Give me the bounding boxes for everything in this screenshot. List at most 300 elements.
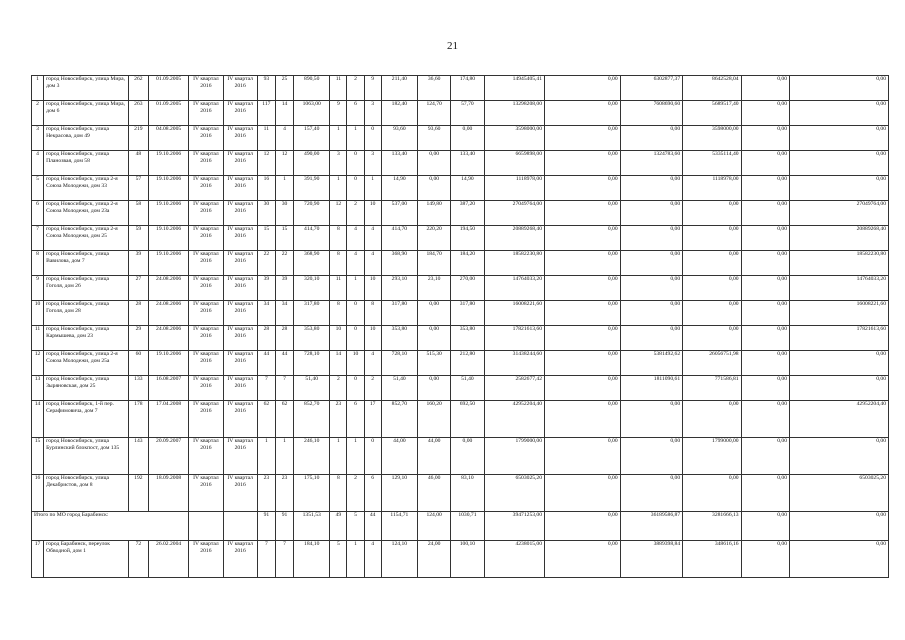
total-rooms-a: 5 [347,512,364,541]
cell-doc-no: 28 [128,301,148,326]
cell-area-b: 270,00 [451,276,484,301]
cell-c1: 0,00 [545,326,621,351]
cell-area: 852,70 [294,401,330,438]
cell-area-b: 133,40 [451,151,484,176]
cell-c4: 0,00 [741,376,789,401]
cell-fact: IV квартал 2016 [223,475,257,512]
cell-c3: 8642528,04 [683,76,741,101]
cell-residents-fact: 44 [275,351,293,376]
total-area-b: 1030,71 [451,512,484,541]
cell-area: 1063,00 [294,101,330,126]
page-number: 21 [447,40,458,52]
cell-residents-plan: 62 [257,401,275,438]
cell-residents-plan: 1 [257,438,275,475]
total-area-total: 1154,71 [381,512,417,541]
cell-area-b: 184,20 [451,251,484,276]
cell-area-b: 0,00 [451,126,484,151]
cell-c4: 0,00 [741,176,789,201]
cell-date: 19.10.2006 [148,201,188,226]
cell-fact: IV квартал 2016 [223,276,257,301]
cell-residents-plan: 28 [257,326,275,351]
cell-area: 368,90 [294,251,330,276]
cell-c3: 0,00 [683,301,741,326]
cell-area: 320,10 [294,276,330,301]
cell-c3: 0,00 [683,326,741,351]
total-rooms-total: 49 [330,512,347,541]
cell-c1: 0,00 [545,541,621,578]
total-residents-fact: 91 [275,512,293,541]
table-row [32,76,889,101]
cell-date: 24.08.2006 [148,326,188,351]
cell-plan: IV квартал 2016 [189,101,223,126]
cell-rooms-b: 4 [364,351,381,376]
cell-address: город Новосибирск, улица Мира, дом 3 [44,76,129,101]
cell-doc-no: 143 [128,438,148,475]
cell-date: 16.08.2007 [148,376,188,401]
cell-area-total: 293,10 [381,276,417,301]
cell-rooms-a: 2 [347,201,364,226]
cell-c5: 17821613,60 [790,326,889,351]
cell-c5: 0,00 [790,376,889,401]
cell-area: 890,50 [294,76,330,101]
cell-rooms-a: 0 [347,176,364,201]
cell-c2: 3889398,84 [620,541,683,578]
cell-c1: 0,00 [545,226,621,251]
cell-c2: 0,00 [620,401,683,438]
cell-date: 19.10.2006 [148,151,188,176]
table-row [32,176,889,201]
total-empty-cell [223,512,257,541]
cell-c2: 0,00 [620,176,683,201]
cell-c5: 0,00 [790,151,889,176]
table-row [32,541,889,578]
cell-area-b: 57,70 [451,101,484,126]
cell-rooms-b: 4 [364,226,381,251]
cell-residents-plan: 16 [257,176,275,201]
cell-date: 19.10.2006 [148,226,188,251]
cell-c1: 0,00 [545,76,621,101]
cell-c1: 0,00 [545,351,621,376]
cell-area-b: 387,20 [451,201,484,226]
cell-c4: 0,00 [741,276,789,301]
table-row [32,126,889,151]
cell-c5: 0,00 [790,101,889,126]
cell-rooms-a: 4 [347,226,364,251]
cell-rooms-total: 2 [330,376,347,401]
cell-area-total: 728,10 [381,351,417,376]
cell-date: 26.02.2004 [148,541,188,578]
cell-area: 246,10 [294,438,330,475]
cell-fact: IV квартал 2016 [223,438,257,475]
cell-area-total: 414,70 [381,226,417,251]
cell-c1: 0,00 [545,201,621,226]
cell-rooms-a: 2 [347,475,364,512]
cell-area-a: 220,20 [418,226,451,251]
cell-area-b: 0,00 [451,438,484,475]
cell-n: 8 [32,251,44,276]
cell-c3: 3598000,00 [683,126,741,151]
cell-c5: 0,00 [790,176,889,201]
cell-date: 24.08.2006 [148,301,188,326]
cell-rooms-a: 2 [347,76,364,101]
cell-cost: 2582677,42 [484,376,544,401]
cell-area: 391,90 [294,176,330,201]
cell-residents-plan: 7 [257,541,275,578]
cell-residents-fact: 30 [275,201,293,226]
cell-c1: 0,00 [545,251,621,276]
cell-area-total: 852,70 [381,401,417,438]
cell-rooms-b: 3 [364,151,381,176]
cell-doc-no: 29 [128,326,148,351]
total-c5: 0,00 [790,512,889,541]
table-row [32,101,889,126]
cell-c4: 0,00 [741,226,789,251]
cell-rooms-b: 9 [364,76,381,101]
cell-doc-no: 60 [128,351,148,376]
cell-c2: 0,00 [620,276,683,301]
cell-area-a: 0,00 [418,151,451,176]
cell-n: 4 [32,151,44,176]
total-c2: 36189586,87 [620,512,683,541]
cell-rooms-a: 0 [347,376,364,401]
cell-rooms-b: 4 [364,541,381,578]
cell-residents-fact: 7 [275,376,293,401]
cell-c2: 6302877,37 [620,76,683,101]
table-row [32,401,889,438]
cell-area-a: 515,30 [418,351,451,376]
cell-residents-plan: 34 [257,301,275,326]
cell-rooms-a: 6 [347,401,364,438]
cell-plan: IV квартал 2016 [189,251,223,276]
cell-n: 9 [32,276,44,301]
cell-rooms-total: 23 [330,401,347,438]
cell-area-a: 0,00 [418,376,451,401]
cell-rooms-total: 3 [330,151,347,176]
cell-c3: 348616,16 [683,541,741,578]
cell-fact: IV квартал 2016 [223,176,257,201]
cell-plan: IV квартал 2016 [189,541,223,578]
cell-residents-fact: 22 [275,251,293,276]
cell-area: 157,40 [294,126,330,151]
cell-residents-plan: 7 [257,376,275,401]
cell-rooms-a: 0 [347,301,364,326]
total-residents-plan: 91 [257,512,275,541]
cell-rooms-a: 10 [347,351,364,376]
cell-area-a: 93,60 [418,126,451,151]
cell-doc-no: 57 [128,176,148,201]
cell-rooms-total: 8 [330,301,347,326]
cell-doc-no: 58 [128,201,148,226]
cell-c2: 1811090,61 [620,376,683,401]
table-row [32,301,889,326]
cell-c1: 0,00 [545,176,621,201]
cell-doc-no: 39 [128,251,148,276]
cell-cost: 1799000,00 [484,438,544,475]
total-c1: 0,00 [545,512,621,541]
cell-address: город Новосибирск, улица Планозвая, дом 58 [44,151,129,176]
cell-c1: 0,00 [545,151,621,176]
cell-date: 20.09.2007 [148,438,188,475]
cell-rooms-total: 8 [330,475,347,512]
cell-fact: IV квартал 2016 [223,351,257,376]
cell-area: 184,10 [294,541,330,578]
cell-c4: 0,00 [741,475,789,512]
total-c3: 3281666,13 [683,512,741,541]
cell-rooms-a: 1 [347,276,364,301]
cell-cost: 13298208,00 [484,101,544,126]
cell-c4: 0,00 [741,76,789,101]
cell-cost: 1118978,00 [484,176,544,201]
cell-date: 19.10.2006 [148,351,188,376]
cell-area: 175,10 [294,475,330,512]
cell-c4: 0,00 [741,541,789,578]
table-row [32,276,889,301]
cell-rooms-total: 14 [330,351,347,376]
cell-c5: 18582230,80 [790,251,889,276]
cell-c3: 0,00 [683,475,741,512]
cell-address: город Барабинск, переулок Обводной, дом 1 [44,541,129,578]
cell-plan: IV квартал 2016 [189,301,223,326]
cell-c1: 0,00 [545,101,621,126]
cell-n: 6 [32,201,44,226]
total-cost: 39471253,00 [484,512,544,541]
cell-area-total: 368,90 [381,251,417,276]
cell-rooms-a: 0 [347,326,364,351]
cell-address: город Новосибирск, улица Вавилова, дом 7 [44,251,129,276]
cell-c3: 771586,81 [683,376,741,401]
cell-rooms-total: 1 [330,438,347,475]
cell-residents-fact: 4 [275,126,293,151]
cell-date: 17.04.2008 [148,401,188,438]
cell-n: 16 [32,475,44,512]
cell-n: 1 [32,76,44,101]
cell-area-a: 36,60 [418,76,451,101]
cell-area: 728,10 [294,351,330,376]
cell-fact: IV квартал 2016 [223,376,257,401]
cell-residents-fact: 1 [275,438,293,475]
cell-c2: 0,00 [620,251,683,276]
cell-cost: 17821613,60 [484,326,544,351]
cell-address: город Новосибирск, улица Некрасова, дом 49 [44,126,129,151]
cell-c1: 0,00 [545,301,621,326]
total-area: 1351,53 [294,512,330,541]
cell-rooms-total: 10 [330,326,347,351]
cell-plan: IV квартал 2016 [189,201,223,226]
cell-c2: 0,00 [620,226,683,251]
cell-area-total: 133,40 [381,151,417,176]
cell-residents-plan: 23 [257,475,275,512]
cell-c5: 0,00 [790,541,889,578]
cell-residents-fact: 14 [275,101,293,126]
table-row [32,151,889,176]
cell-area-a: 149,80 [418,201,451,226]
cell-fact: IV квартал 2016 [223,151,257,176]
cell-doc-no: 262 [128,76,148,101]
cell-rooms-a: 1 [347,126,364,151]
cell-address: город Новосибирск, улица Гоголя, дом 28 [44,301,129,326]
cell-residents-fact: 62 [275,401,293,438]
total-row [32,512,889,541]
cell-residents-fact: 25 [275,76,293,101]
cell-cost: 4238015,00 [484,541,544,578]
table-row [32,251,889,276]
cell-fact: IV квартал 2016 [223,251,257,276]
cell-residents-fact: 39 [275,276,293,301]
cell-plan: IV квартал 2016 [189,401,223,438]
cell-n: 12 [32,351,44,376]
cell-c1: 0,00 [545,126,621,151]
cell-address: город Новосибирск, улица Бурлинский блокпост, дом 135 [44,438,129,475]
cell-doc-no: 219 [128,126,148,151]
cell-area-total: 353,80 [381,326,417,351]
cell-rooms-total: 9 [330,101,347,126]
cell-c2: 0,00 [620,126,683,151]
cell-address: город Новосибирск, улица Зыряновская, дом 25 [44,376,129,401]
cell-c4: 0,00 [741,438,789,475]
cell-c1: 0,00 [545,438,621,475]
cell-cost: 18582230,80 [484,251,544,276]
cell-c4: 0,00 [741,301,789,326]
cell-plan: IV квартал 2016 [189,438,223,475]
cell-fact: IV квартал 2016 [223,226,257,251]
cell-doc-no: 72 [128,541,148,578]
cell-c2: 5381492,62 [620,351,683,376]
table-row [32,376,889,401]
cell-rooms-b: 4 [364,251,381,276]
cell-area-b: 14,90 [451,176,484,201]
cell-cost: 14945405,41 [484,76,544,101]
cell-n: 17 [32,541,44,578]
cell-cost: 31438244,60 [484,351,544,376]
cell-n: 7 [32,226,44,251]
cell-c4: 0,00 [741,326,789,351]
cell-doc-no: 192 [128,475,148,512]
cell-rooms-b: 10 [364,201,381,226]
cell-c2: 0,00 [620,326,683,351]
cell-area-b: 100,10 [451,541,484,578]
table-row [32,326,889,351]
cell-c3: 0,00 [683,201,741,226]
cell-doc-no: 27 [128,276,148,301]
cell-residents-fact: 15 [275,226,293,251]
cell-rooms-b: 3 [364,101,381,126]
cell-c2: 0,00 [620,201,683,226]
cell-rooms-b: 0 [364,438,381,475]
cell-residents-plan: 117 [257,101,275,126]
cell-rooms-b: 2 [364,376,381,401]
cell-address: город Новосибирск, улица 2-я Союза Молодежи, дом 33 [44,176,129,201]
total-empty-cell [189,512,223,541]
cell-cost: 16008221,60 [484,301,544,326]
cell-address: город Новосибирск, улица 2-я Союза Молодежи, дом 23а [44,201,129,226]
cell-c2: 7608690,60 [620,101,683,126]
cell-fact: IV квартал 2016 [223,301,257,326]
cell-c4: 0,00 [741,201,789,226]
cell-c2: 0,00 [620,301,683,326]
cell-c3: 0,00 [683,276,741,301]
cell-doc-no: 263 [128,101,148,126]
cell-plan: IV квартал 2016 [189,126,223,151]
cell-c4: 0,00 [741,401,789,438]
cell-area-a: 24,00 [418,541,451,578]
cell-rooms-a: 1 [347,541,364,578]
cell-residents-fact: 28 [275,326,293,351]
cell-area-total: 211,40 [381,76,417,101]
cell-c3: 0,00 [683,401,741,438]
cell-rooms-b: 8 [364,301,381,326]
cell-area-total: 124,10 [381,541,417,578]
cell-residents-plan: 30 [257,201,275,226]
cell-residents-plan: 12 [257,151,275,176]
cell-c2: 0,00 [620,438,683,475]
table-row [32,351,889,376]
cell-rooms-b: 1 [364,176,381,201]
cell-area: 490,00 [294,151,330,176]
cell-c4: 0,00 [741,126,789,151]
cell-residents-fact: 7 [275,541,293,578]
cell-rooms-a: 6 [347,101,364,126]
cell-c4: 0,00 [741,101,789,126]
cell-area-a: 46,00 [418,475,451,512]
cell-area-b: 174,80 [451,76,484,101]
cell-residents-plan: 44 [257,351,275,376]
cell-c3: 5335114,40 [683,151,741,176]
cell-doc-no: 133 [128,376,148,401]
cell-residents-plan: 22 [257,251,275,276]
cell-residents-fact: 12 [275,151,293,176]
cell-n: 15 [32,438,44,475]
cell-area: 414,70 [294,226,330,251]
cell-area-a: 0,00 [418,301,451,326]
cell-c2: 1324783,60 [620,151,683,176]
cell-area-a: 124,70 [418,101,451,126]
cell-rooms-total: 12 [330,201,347,226]
cell-c3: 1799000,00 [683,438,741,475]
cell-rooms-a: 0 [347,151,364,176]
cell-address: город Новосибирск, улица Гоголя, дом 26 [44,276,129,301]
cell-address: город Новосибирск, улица Кармышева, дом 23 [44,326,129,351]
cell-rooms-b: 6 [364,475,381,512]
cell-cost: 6659898,00 [484,151,544,176]
cell-date: 01.09.2005 [148,101,188,126]
cell-rooms-b: 10 [364,276,381,301]
cell-residents-fact: 34 [275,301,293,326]
cell-area-b: 353,80 [451,326,484,351]
cell-rooms-total: 1 [330,176,347,201]
cell-plan: IV квартал 2016 [189,276,223,301]
cell-address: город Новосибирск, улица 2-я Союза Молодежи, дом 25 [44,226,129,251]
cell-c1: 0,00 [545,401,621,438]
cell-c3: 26056751,98 [683,351,741,376]
cell-area-b: 692,50 [451,401,484,438]
cell-area-total: 44,00 [381,438,417,475]
cell-rooms-a: 4 [347,251,364,276]
total-rooms-b: 44 [364,512,381,541]
cell-rooms-total: 11 [330,276,347,301]
cell-n: 14 [32,401,44,438]
cell-address: город Новосибирск, улица Мира, дом 6 [44,101,129,126]
cell-c4: 0,00 [741,151,789,176]
cell-n: 3 [32,126,44,151]
cell-doc-no: 59 [128,226,148,251]
cell-cost: 14764033,20 [484,276,544,301]
cell-doc-no: 178 [128,401,148,438]
cell-date: 01.09.2005 [148,76,188,101]
cell-n: 11 [32,326,44,351]
cell-fact: IV квартал 2016 [223,101,257,126]
cell-plan: IV квартал 2016 [189,151,223,176]
cell-n: 13 [32,376,44,401]
